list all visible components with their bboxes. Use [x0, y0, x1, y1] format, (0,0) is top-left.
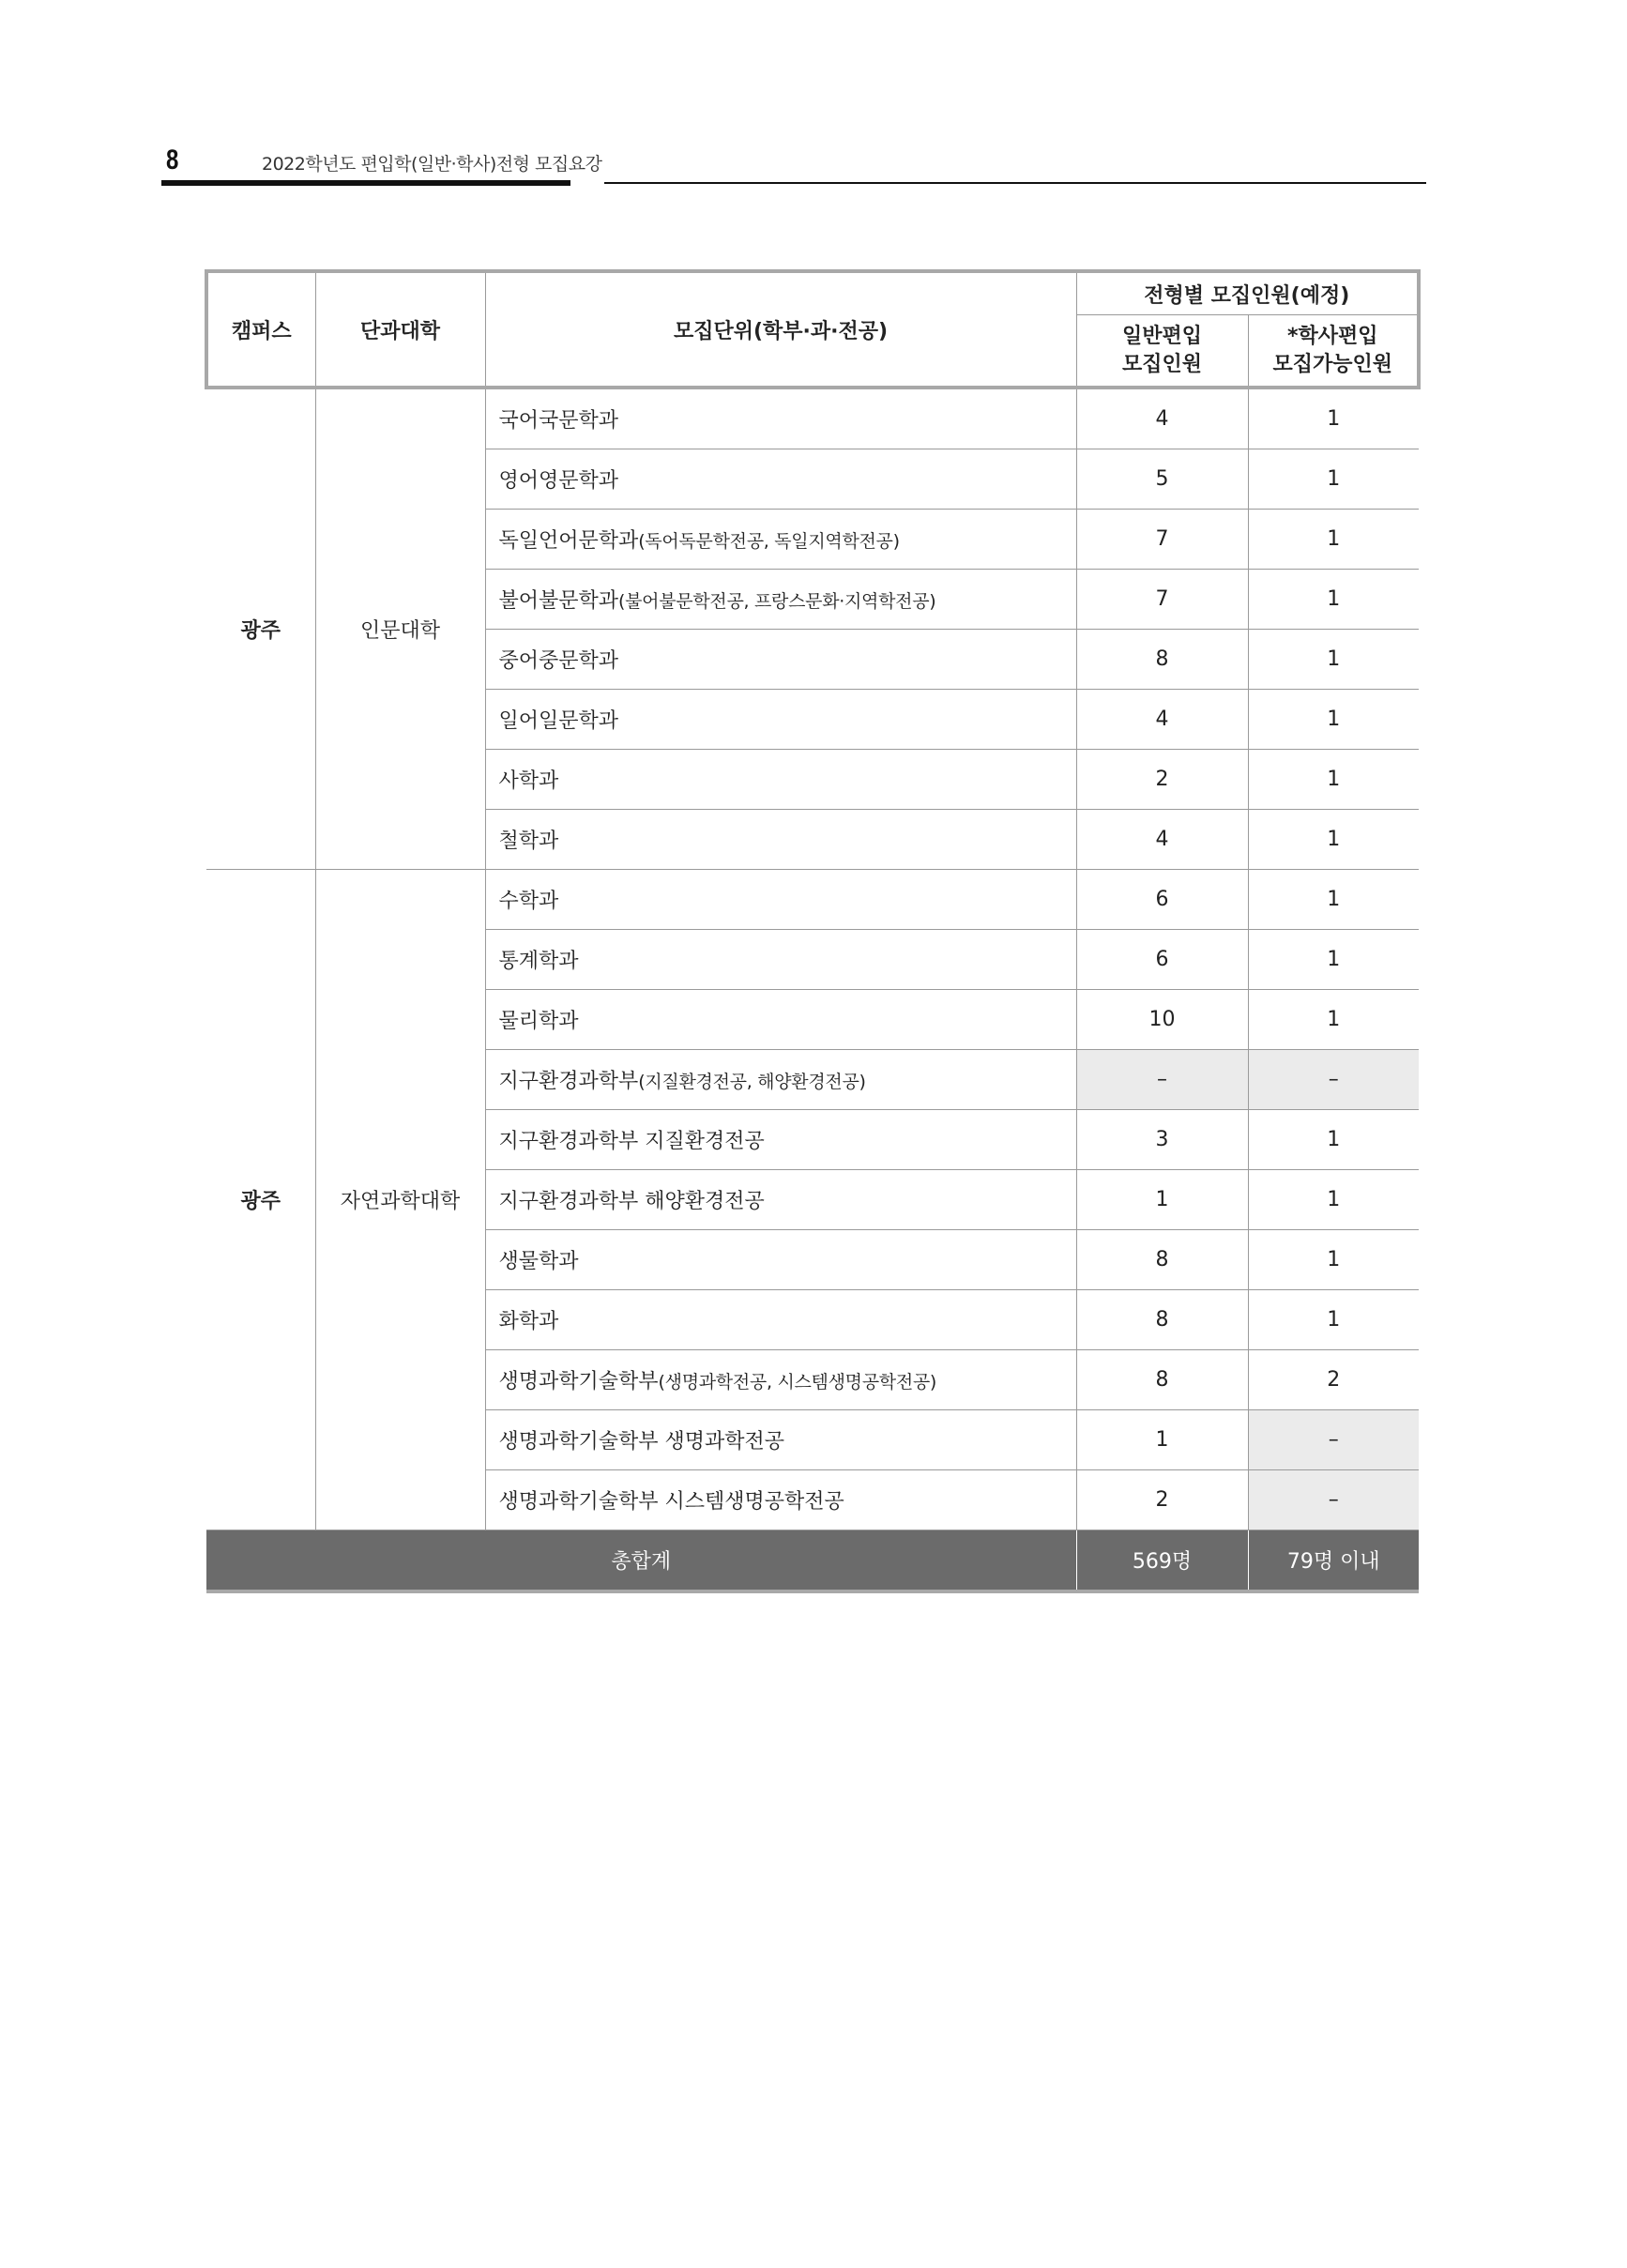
unit-name: 중어중문학과 — [498, 649, 619, 673]
unit-name: 철학과 — [498, 830, 559, 853]
unit-name: 화학과 — [498, 1310, 559, 1333]
general-quota-cell: 8 — [1076, 1230, 1248, 1290]
general-quota-cell: – — [1076, 1050, 1248, 1110]
unit-cell — [485, 1410, 1076, 1470]
bachelor-quota-cell: 1 — [1248, 990, 1419, 1050]
header-rule-thin — [604, 182, 1426, 184]
unit-name: 생명과학기술학부 생명과학전공 — [498, 1430, 785, 1454]
bachelor-quota-cell: 1 — [1248, 570, 1419, 630]
general-quota-cell: 7 — [1076, 510, 1248, 570]
bachelor-quota-cell: 2 — [1248, 1350, 1419, 1410]
unit-name: 독일언어문학과 — [498, 529, 639, 553]
bachelor-quota-cell: 1 — [1248, 630, 1419, 690]
general-quota-cell: 6 — [1076, 930, 1248, 990]
table-row — [206, 388, 1419, 449]
bachelor-quota-cell: 1 — [1248, 449, 1419, 510]
unit-name: 통계학과 — [498, 950, 579, 973]
unit-name: 지구환경과학부 지질환경전공 — [498, 1130, 765, 1153]
bachelor-quota-cell: 1 — [1248, 690, 1419, 750]
unit-cell — [485, 690, 1076, 750]
unit-majors: (생명과학전공, 시스템생명공학전공) — [658, 1372, 937, 1393]
bachelor-quota-cell: – — [1248, 1410, 1419, 1470]
header-rule-thick — [161, 180, 570, 186]
document-title: 2022학년도 편입학(일반·학사)전형 모집요강 — [262, 154, 602, 175]
bachelor-quota-cell: – — [1248, 1470, 1419, 1530]
general-quota-cell: 8 — [1076, 630, 1248, 690]
college-cell: 인문대학 — [315, 388, 485, 870]
unit-cell — [485, 1230, 1076, 1290]
recruitment-table — [205, 269, 1421, 1593]
general-quota-cell: 4 — [1076, 690, 1248, 750]
general-quota-cell: 1 — [1076, 1410, 1248, 1470]
header-bachelor — [1248, 315, 1419, 388]
bachelor-quota-cell: 1 — [1248, 750, 1419, 810]
general-quota-cell: 8 — [1076, 1290, 1248, 1350]
general-quota-cell: 10 — [1076, 990, 1248, 1050]
campus-cell: 광주 — [206, 388, 315, 870]
general-quota-cell: 6 — [1076, 870, 1248, 930]
unit-name: 사학과 — [498, 769, 559, 793]
page-number: 8 — [166, 145, 179, 175]
bachelor-quota-cell: 1 — [1248, 510, 1419, 570]
unit-cell — [485, 1050, 1076, 1110]
header-general-line2: 모집인원 — [1121, 352, 1202, 376]
general-quota-cell: 7 — [1076, 570, 1248, 630]
unit-cell — [485, 510, 1076, 570]
bachelor-quota-cell: 1 — [1248, 870, 1419, 930]
header-campus: 캠퍼스 — [206, 271, 315, 388]
unit-cell — [485, 1350, 1076, 1410]
general-quota-cell: 1 — [1076, 1170, 1248, 1230]
unit-majors: (불어불문학전공, 프랑스문화·지역학전공) — [618, 591, 936, 612]
unit-cell — [485, 1470, 1076, 1530]
unit-name: 물리학과 — [498, 1010, 579, 1033]
table-body — [206, 388, 1419, 1591]
unit-majors: (독어독문학전공, 독일지역학전공) — [638, 531, 900, 552]
unit-name: 생명과학기술학부 시스템생명공학전공 — [498, 1490, 844, 1514]
unit-name: 생명과학기술학부 — [498, 1370, 659, 1393]
unit-name: 일어일문학과 — [498, 709, 619, 733]
header-unit: 모집단위(학부·과·전공) — [485, 271, 1076, 388]
total-row — [206, 1530, 1419, 1592]
bachelor-quota-cell: 1 — [1248, 388, 1419, 449]
unit-cell — [485, 570, 1076, 630]
unit-cell — [485, 1170, 1076, 1230]
general-quota-cell: 5 — [1076, 449, 1248, 510]
bachelor-quota-cell: 1 — [1248, 930, 1419, 990]
header-bachelor-line2: 모집가능인원 — [1272, 352, 1393, 376]
unit-name: 생물학과 — [498, 1250, 579, 1273]
unit-cell — [485, 388, 1076, 449]
unit-cell — [485, 810, 1076, 870]
total-general: 569명 — [1076, 1530, 1248, 1592]
general-quota-cell: 4 — [1076, 388, 1248, 449]
general-quota-cell: 8 — [1076, 1350, 1248, 1410]
table-row — [206, 870, 1419, 930]
unit-name: 지구환경과학부 해양환경전공 — [498, 1190, 765, 1213]
header-bachelor-line1: *학사편입 — [1287, 324, 1378, 348]
header-college: 단과대학 — [315, 271, 485, 388]
bachelor-quota-cell: 1 — [1248, 1230, 1419, 1290]
unit-majors: (지질환경전공, 해양환경전공) — [638, 1072, 866, 1092]
total-bachelor: 79명 이내 — [1248, 1530, 1419, 1592]
page-header — [161, 143, 1426, 190]
header-general-line1: 일반편입 — [1121, 324, 1202, 348]
unit-name: 영어영문학과 — [498, 469, 619, 493]
bachelor-quota-cell: – — [1248, 1050, 1419, 1110]
general-quota-cell: 2 — [1076, 1470, 1248, 1530]
unit-cell — [485, 990, 1076, 1050]
campus-cell: 광주 — [206, 870, 315, 1530]
unit-cell — [485, 449, 1076, 510]
general-quota-cell: 3 — [1076, 1110, 1248, 1170]
unit-cell — [485, 630, 1076, 690]
total-label: 총합계 — [206, 1530, 1076, 1592]
bachelor-quota-cell: 1 — [1248, 1290, 1419, 1350]
unit-cell — [485, 870, 1076, 930]
unit-name: 수학과 — [498, 890, 559, 913]
general-quota-cell: 2 — [1076, 750, 1248, 810]
unit-name: 지구환경과학부 — [498, 1070, 639, 1093]
unit-cell — [485, 930, 1076, 990]
college-cell: 자연과학대학 — [315, 870, 485, 1530]
unit-name: 국어국문학과 — [498, 409, 619, 433]
bachelor-quota-cell: 1 — [1248, 1170, 1419, 1230]
header-general — [1076, 315, 1248, 388]
unit-name: 불어불문학과 — [498, 589, 619, 613]
unit-cell — [485, 1110, 1076, 1170]
unit-cell — [485, 750, 1076, 810]
bachelor-quota-cell: 1 — [1248, 810, 1419, 870]
bachelor-quota-cell: 1 — [1248, 1110, 1419, 1170]
unit-cell — [485, 1290, 1076, 1350]
header-quota-group: 전형별 모집인원(예정) — [1076, 271, 1419, 315]
general-quota-cell: 4 — [1076, 810, 1248, 870]
